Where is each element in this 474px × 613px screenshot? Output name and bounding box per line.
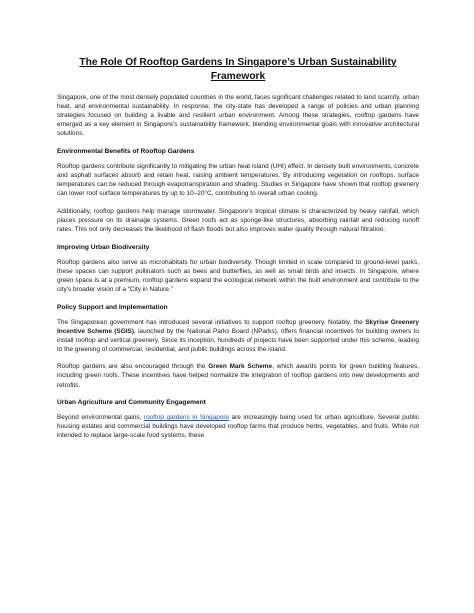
section-heading-environmental: Environmental Benefits of Rooftop Gardens <box>57 147 195 155</box>
policy-p1-text-a: The Singaporean government has introduced several initiatives to support rooftop greenery. Notably, the <box>57 318 366 326</box>
policy-p2-text-a: Rooftop gardens are also encouraged through the <box>57 363 209 371</box>
section-heading-biodiversity: Improving Urban Biodiversity <box>57 243 150 251</box>
agriculture-p1-text-a: Beyond environmental gains, <box>57 414 144 422</box>
agriculture-paragraph-1 <box>57 413 419 440</box>
policy-p2-text-b: , which awards points for green building features, including green roofs. These incentives have helped normalize the integration of rooftop gardens into new developments and retrofits. <box>57 363 420 389</box>
sgis-bold-text: Skyrise Greenery Incentive Scheme (SGIS) <box>57 318 419 335</box>
biodiversity-paragraph-1: Rooftop gardens also serve as microhabitats for urban biodiversity. Though limited in scale compared to ground-level parks, these spaces can support pollinators such as bees and butterflies, as well as small birds and insects. In Singapore, where green space is at a premium, rooftop gardens expand the ecological network within the built environment and contribute to the city’s broader vision of a “City in Nature.” <box>57 258 419 293</box>
policy-paragraph-2 <box>57 362 419 389</box>
document-title: The Role Of Rooftop Gardens In Singapore’s Urban Sustainability Framework <box>79 57 397 82</box>
intro-paragraph: Singapore, one of the most densely populated countries in the world, faces significant challenges related to land scarcity, urban heat, and environmental sustainability. In response, the city-state has developed a range of policies and urban planning strategies focused on building a livable and resilient urban environment. Among these strategies, rooftop gardens have emerged as a key element in Singapore’s sustainability framework, blending environmental goals with innovative architectural solutions. <box>57 94 419 138</box>
policy-p1-text-b: , launched by the National Parks Board (NParks), offers financial incentives for building owners to install rooftop and vertical greenery. Since its inception, hundreds of projects have been supported under this scheme, leading to the greening of commercial, residential, and public buildings across the island. <box>57 327 419 353</box>
agriculture-p1-text-b: are increasingly being used for urban agriculture. Several public housing estates and commercial buildings have developed rooftop farms that produce herbs, vegetables, and fruits. While not intended to replace large-scale food systems, these <box>57 414 420 440</box>
environmental-paragraph-1: Rooftop gardens contribute significantly to mitigating the urban heat island (UHI) effect. In densely built environments, concrete and asphalt surfaces absorb and retain heat, raising ambient temperatures. By introducing vegetation on rooftops, surface temperatures can be reduced through evapotranspiration and shading. Studies in Singapore have shown that rooftop greenery can lower roof surface temperatures by up to 10–20°C, contributing to overall urban cooling. <box>57 162 419 198</box>
environmental-paragraph-2: Additionally, rooftop gardens help manage stormwater. Singapore’s tropical climate is characterized by heavy rainfall, which places pressure on its drainage systems. Green roofs act as sponge-like structures, absorbing rainfall and reducing runoff rates. This not only decreases the likelihood of flash floods but also improves water quality through natural filtration. <box>57 207 419 234</box>
section-heading-policy: Policy Support and Implementation <box>57 303 168 311</box>
rooftop-gardens-link[interactable]: rooftop gardens in Singapore <box>143 414 230 422</box>
policy-paragraph-1 <box>57 318 419 354</box>
document-page <box>57 56 419 449</box>
section-heading-agriculture: Urban Agriculture and Community Engagement <box>57 399 206 407</box>
green-mark-bold-text: Green Mark Scheme <box>208 363 273 371</box>
